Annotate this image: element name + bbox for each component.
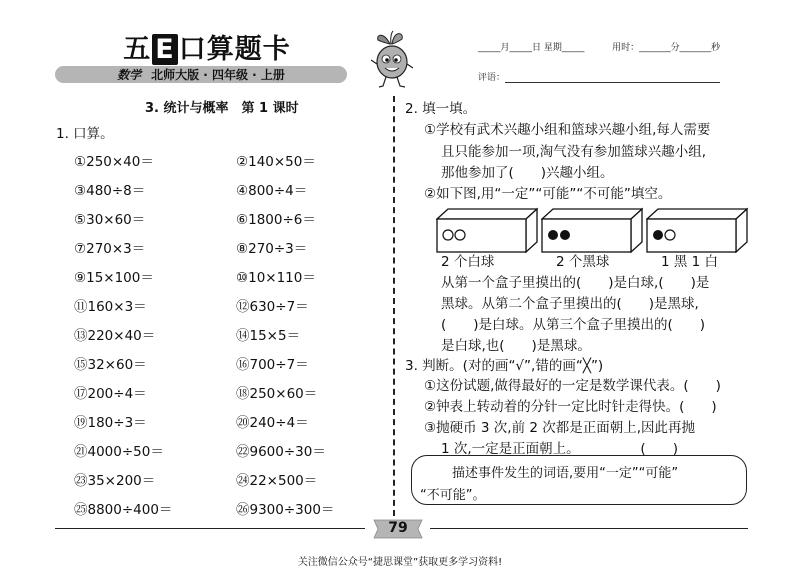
comment-label: 评语： bbox=[478, 73, 506, 83]
comment-field bbox=[478, 70, 720, 83]
calc-item[interactable]: ③480÷8＝ bbox=[74, 183, 146, 199]
box-label: 1 黑 1 白 bbox=[661, 254, 719, 270]
footer-rule bbox=[55, 528, 365, 529]
beet-mascot-icon bbox=[370, 30, 414, 90]
subject-label: 数学 bbox=[117, 68, 142, 82]
question-2-2-prompt: ②如下图,用“一定”“可能”“不可能”填空。 bbox=[424, 186, 672, 202]
calc-item[interactable]: ⑨15×100＝ bbox=[74, 270, 154, 286]
calc-item[interactable]: ⑧270÷3＝ bbox=[236, 241, 308, 257]
box-label: 2 个黑球 bbox=[556, 254, 610, 270]
footer-note: 关注微信公众号“捷思课堂”获取更多学习资料! bbox=[297, 557, 503, 568]
lesson-title: 3. 统计与概率 第 1 课时 bbox=[145, 101, 299, 116]
brand-title: 五 E 口算题卡 bbox=[123, 33, 291, 65]
box-label: 2 个白球 bbox=[441, 254, 495, 270]
question-2-2-line[interactable]: ( )是白球。从第三个盒子里摸出的( ) bbox=[441, 317, 706, 333]
calc-item[interactable]: ⑭15×5＝ bbox=[236, 328, 301, 344]
question-2-2-line[interactable]: 是白球,也( )是黑球。 bbox=[441, 338, 591, 354]
question-2-2-line[interactable]: 从第一个盒子里摸出的( )是白球,( )是 bbox=[441, 275, 710, 291]
calc-item[interactable]: ⑯700÷7＝ bbox=[236, 357, 309, 373]
column-divider bbox=[393, 96, 395, 516]
box-black-white-icon bbox=[646, 207, 748, 253]
question-3-item[interactable]: 1 次,一定是正面朝上。 ( ) bbox=[441, 441, 678, 457]
calc-item[interactable]: ⑫630÷7＝ bbox=[236, 299, 309, 315]
question-3-item[interactable]: ①这份试题,做得最好的一定是数学课代表。( ) bbox=[424, 378, 721, 394]
calc-item[interactable]: ⑤30×60＝ bbox=[74, 212, 146, 228]
tip-line: “不可能”。 bbox=[420, 488, 486, 503]
tip-line: 描述事件发生的词语,要用“一定”“可能” bbox=[452, 466, 679, 481]
calc-item[interactable]: ㉕8800÷400＝ bbox=[74, 502, 173, 518]
calc-item[interactable]: ⑪160×3＝ bbox=[74, 299, 147, 315]
comment-line[interactable] bbox=[505, 73, 720, 83]
question-3-item[interactable]: ②钟表上转动着的分针一定比时针走得快。( ) bbox=[424, 399, 717, 415]
calc-item[interactable]: ㉖9300÷300＝ bbox=[236, 502, 335, 518]
page-number: 79 bbox=[388, 520, 408, 536]
date-field[interactable]: _____月_____日 星期_____ bbox=[478, 43, 585, 53]
question-3-title: 3. 判断。(对的画“√”,错的画“╳”) bbox=[405, 358, 604, 374]
calc-item[interactable]: ⑥1800÷6＝ bbox=[236, 212, 316, 228]
calc-item[interactable]: ⑩10×110＝ bbox=[236, 270, 316, 286]
question-2-title: 2. 填一填。 bbox=[405, 101, 477, 117]
calc-item[interactable]: ④800÷4＝ bbox=[236, 183, 308, 199]
page-number-badge bbox=[368, 518, 428, 540]
question-3-item: ③抛硬币 3 次,前 2 次都是正面朝上,因此再抛 bbox=[424, 420, 696, 436]
calc-item[interactable]: ②140×50＝ bbox=[236, 154, 316, 170]
time-field[interactable]: 用时：_______分_______秒 bbox=[612, 43, 721, 53]
box-two-black-icon bbox=[541, 207, 643, 253]
calc-item[interactable]: ⑰200÷4＝ bbox=[74, 386, 147, 402]
calc-item[interactable]: ㉓35×200＝ bbox=[74, 473, 156, 489]
calc-item[interactable]: ⑱250×60＝ bbox=[236, 386, 318, 402]
box-two-white-icon bbox=[436, 207, 538, 253]
question-2-1-line: 且只能参加一项,淘气没有参加篮球兴趣小组, bbox=[441, 144, 707, 160]
question-2-1-line: ①学校有武术兴趣小组和篮球兴趣小组,每人需要 bbox=[424, 122, 711, 138]
calc-item[interactable]: ⑬220×40＝ bbox=[74, 328, 156, 344]
calc-item[interactable]: ①250×40＝ bbox=[74, 154, 154, 170]
question-2-2-line[interactable]: 黑球。从第二个盒子里摸出的( )是黑球, bbox=[441, 296, 699, 312]
date-time-fields bbox=[478, 40, 720, 53]
calc-item[interactable]: ㉑4000÷50＝ bbox=[74, 444, 164, 460]
question-1-title: 1. 口算。 bbox=[56, 126, 114, 142]
brand-logo bbox=[112, 26, 302, 66]
edition-bar bbox=[55, 66, 347, 83]
calc-item[interactable]: ⑮32×60＝ bbox=[74, 357, 147, 373]
calc-item[interactable]: ⑳240÷4＝ bbox=[236, 415, 309, 431]
question-2-1-line[interactable]: 那他参加了( )兴趣小组。 bbox=[441, 165, 614, 181]
calc-item[interactable]: ㉔22×500＝ bbox=[236, 473, 318, 489]
footer-rule bbox=[430, 528, 748, 529]
calc-item[interactable]: ㉒9600÷30＝ bbox=[236, 444, 326, 460]
edition-info: 北师大版 · 四年级 · 上册 bbox=[151, 68, 285, 82]
calc-item[interactable]: ⑲180÷3＝ bbox=[74, 415, 147, 431]
calc-item[interactable]: ⑦270×3＝ bbox=[74, 241, 146, 257]
